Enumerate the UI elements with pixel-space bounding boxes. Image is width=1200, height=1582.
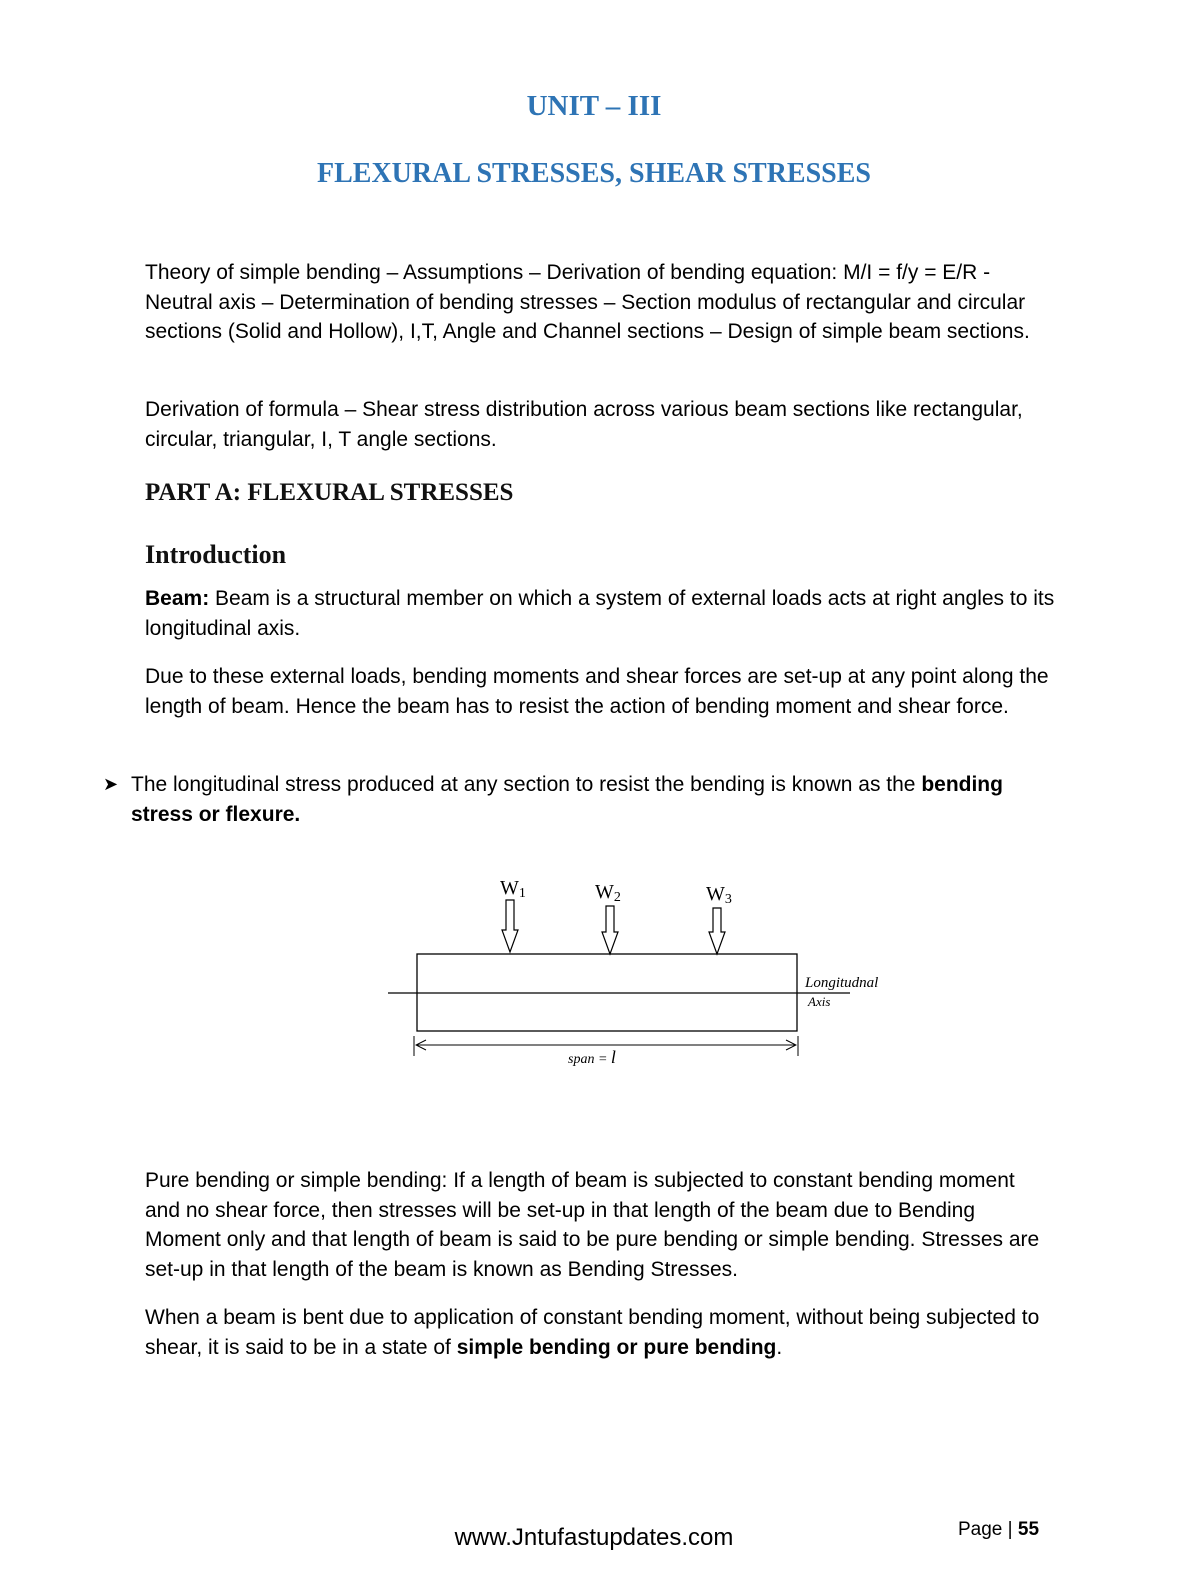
load-arrow-w1-icon — [502, 900, 518, 952]
loads-paragraph: Due to these external loads, bending moments and shear forces are set-up at any point along the length of beam. Hence the beam has to resist the action of bending moment and shear force. — [145, 665, 1049, 718]
pure-bending-state-suffix: . — [776, 1335, 783, 1359]
axis-label-line1: Longitudnal — [805, 975, 879, 991]
part-a-heading: PART A: FLEXURAL STRESSES — [145, 479, 514, 506]
introduction-heading: Introduction — [145, 540, 287, 569]
beam-term: Beam: — [145, 587, 210, 610]
bullet-text-prefix: The longitudinal stress produced at any section to resist the bending is known as the — [131, 773, 922, 796]
beam-diagram — [380, 870, 900, 1070]
bullet-text-bold: bending stress or flexure. — [131, 773, 1003, 826]
pure-bending-state-text: When a beam is bent due to application of constant bending moment, without being subjected to shear, it is said to be in a state of — [145, 1306, 1040, 1359]
load-arrow-w3-icon — [709, 908, 725, 954]
page-number — [958, 1519, 1039, 1541]
span-label: span = l — [568, 1047, 616, 1067]
bullet-item — [103, 770, 1063, 829]
load-label-w3: W3 — [706, 883, 732, 907]
page-number-value: 55 — [1017, 1519, 1040, 1540]
pure-bending-state-paragraph — [145, 1303, 1055, 1362]
bullet-text — [131, 770, 1063, 829]
syllabus-paragraph-2: Derivation of formula – Shear stress distribution across various beam sections like rectangular, circular, triangular, I, T angle sections. — [145, 398, 1023, 451]
footer-url: www.Jntufastupdates.com — [454, 1524, 734, 1551]
unit-subtitle: FLEXURAL STRESSES, SHEAR STRESSES — [316, 158, 871, 189]
syllabus-paragraph-1: Theory of simple bending – Assumptions – Derivation of bending equation: M/I = f/y = E/R - Neutral axis – Determination of bending stresses – Section modulus of rectangular and circular sections (Solid and Hollow), I,T, Angle and Channel sections – Design of simple beam sections. — [145, 261, 1030, 343]
pure-bending-state-bold: simple bending or pure bending — [456, 1335, 777, 1359]
load-arrow-w2-icon — [602, 906, 618, 954]
page-label: Page | — [958, 1519, 1018, 1540]
arrow-bullet-icon: ➤ — [103, 774, 119, 794]
load-label-w1: W1 — [500, 877, 526, 901]
beam-definition-text: Beam is a structural member on which a system of external loads acts at right angles to its longitudinal axis. — [145, 587, 1055, 640]
load-label-w2: W2 — [595, 881, 621, 905]
unit-title: UNIT – III — [526, 90, 662, 122]
axis-label-line2: Axis — [808, 994, 831, 1009]
beam-definition — [145, 584, 1055, 643]
pure-bending-paragraph: Pure bending or simple bending: If a length of beam is subjected to constant bending moment and no shear force, then stresses will be set-up in that length of the beam due to Bending Moment only and that length of beam is said to be pure bending or simple bending. Stresses are set-up in that length of the beam is known as Bending Stresses. — [145, 1169, 1040, 1281]
